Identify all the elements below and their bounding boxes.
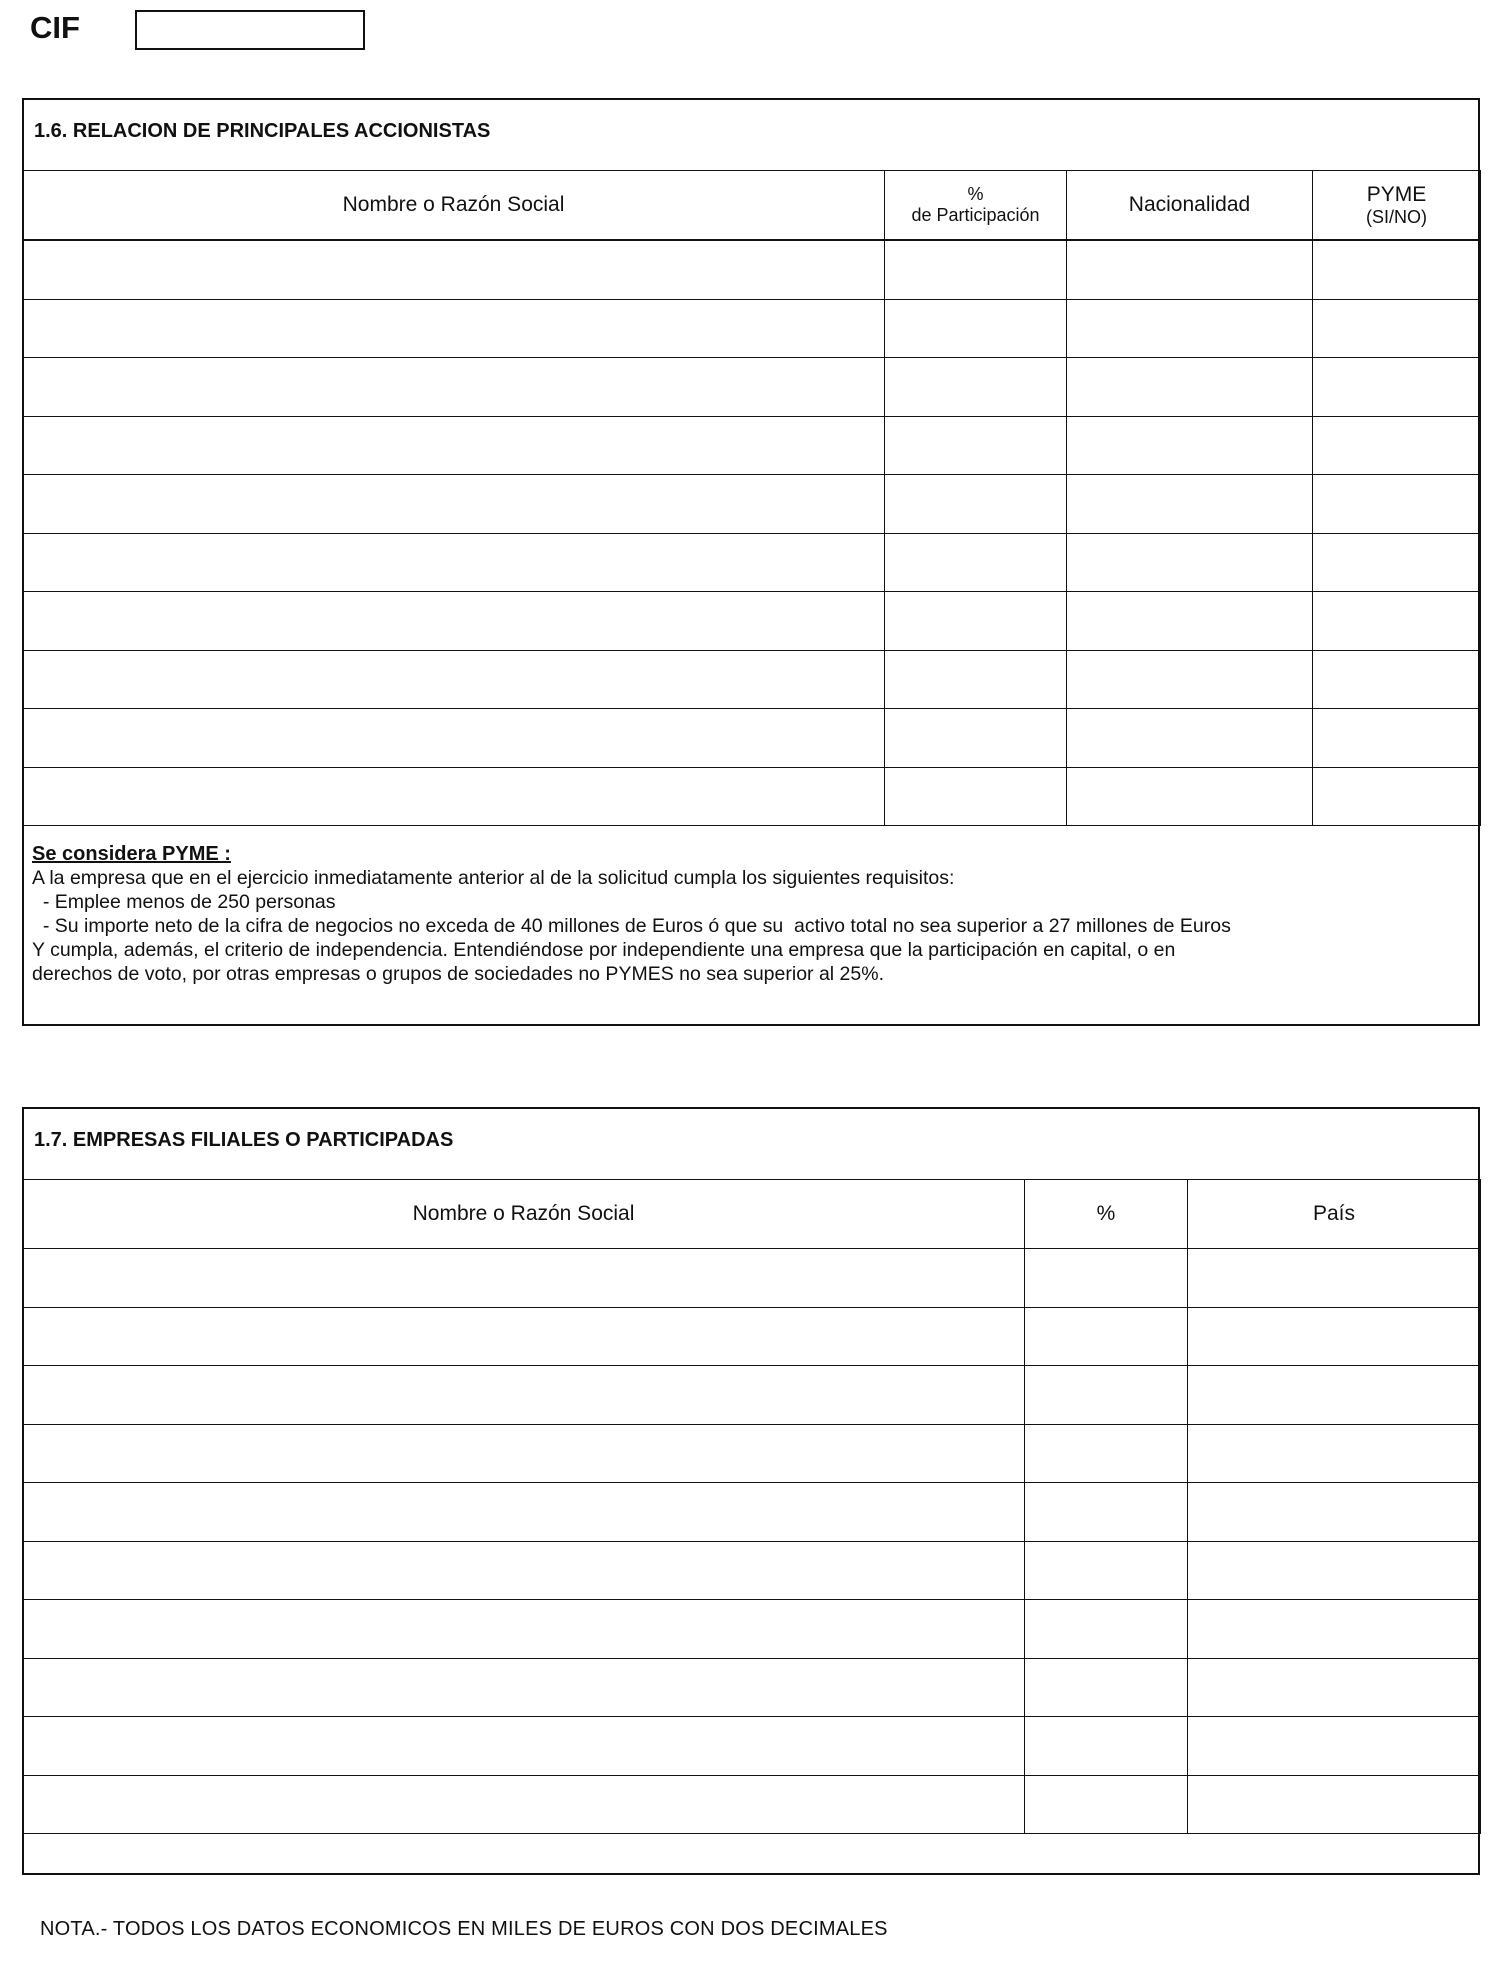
shareholder-row [23,299,1481,358]
shareholder-participation-cell[interactable] [885,240,1067,299]
shareholder-pyme-cell[interactable] [1313,767,1481,826]
subsidiary-percentage-cell[interactable] [1025,1424,1188,1483]
shareholder-row [23,533,1481,592]
shareholder-nationality-cell[interactable] [1067,709,1313,768]
shareholder-nationality-cell[interactable] [1067,358,1313,417]
subsidiary-country-cell[interactable] [1188,1658,1481,1717]
subsidiary-name-cell[interactable] [23,1658,1025,1717]
subsidiary-country-cell[interactable] [1188,1483,1481,1542]
shareholders-section [22,98,1480,1026]
shareholder-row [23,709,1481,768]
subsidiaries-header-row [23,1180,1481,1249]
subsidiary-country-cell[interactable] [1188,1717,1481,1776]
shareholder-name-cell[interactable] [23,767,885,826]
subsidiary-country-cell[interactable] [1188,1600,1481,1659]
shareholder-nationality-cell[interactable] [1067,240,1313,299]
shareholder-participation-cell[interactable] [885,416,1067,475]
shareholder-row [23,416,1481,475]
pyme-definition-heading: Se considera PYME : [32,843,231,865]
shareholder-nationality-cell[interactable] [1067,533,1313,592]
subsidiary-name-cell[interactable] [23,1541,1025,1600]
shareholder-row [23,767,1481,826]
shareholders-table [22,170,1481,826]
subsidiary-name-cell[interactable] [23,1366,1025,1425]
shareholder-participation-cell[interactable] [885,475,1067,534]
column-header-participation: % de Participación [885,171,1067,241]
column-header-percentage: % [1025,1180,1188,1249]
shareholder-name-cell[interactable] [23,358,885,417]
subsidiary-row [23,1483,1481,1542]
subsidiary-row [23,1717,1481,1776]
pyme-definition-line: derechos de voto, por otras empresas o grupos de sociedades no PYMES no sea superior al 25%. [32,963,884,985]
shareholder-nationality-cell[interactable] [1067,416,1313,475]
shareholder-pyme-cell[interactable] [1313,475,1481,534]
column-header-country: País [1188,1180,1481,1249]
subsidiary-row [23,1541,1481,1600]
shareholder-name-cell[interactable] [23,240,885,299]
subsidiary-country-cell[interactable] [1188,1249,1481,1308]
shareholder-name-cell[interactable] [23,650,885,709]
shareholders-header-row [23,171,1481,241]
shareholder-pyme-cell[interactable] [1313,533,1481,592]
shareholder-row [23,475,1481,534]
shareholder-pyme-cell[interactable] [1313,592,1481,651]
subsidiary-row [23,1249,1481,1308]
shareholder-row [23,240,1481,299]
shareholder-nationality-cell[interactable] [1067,767,1313,826]
shareholder-participation-cell[interactable] [885,299,1067,358]
cif-label: CIF [30,10,80,45]
subsidiary-row [23,1600,1481,1659]
footer-note: NOTA.- TODOS LOS DATOS ECONOMICOS EN MILES DE EUROS CON DOS DECIMALES [40,1918,888,1940]
subsidiary-name-cell[interactable] [23,1600,1025,1659]
pyme-definition-line: A la empresa que en el ejercicio inmediatamente anterior al de la solicitud cumpla los siguientes requisitos: [32,867,955,889]
shareholder-row [23,592,1481,651]
shareholder-name-cell[interactable] [23,475,885,534]
subsidiary-percentage-cell[interactable] [1025,1717,1188,1776]
shareholder-pyme-cell[interactable] [1313,650,1481,709]
shareholder-participation-cell[interactable] [885,650,1067,709]
shareholder-participation-cell[interactable] [885,709,1067,768]
subsidiary-row [23,1307,1481,1366]
shareholder-pyme-cell[interactable] [1313,709,1481,768]
subsidiary-country-cell[interactable] [1188,1424,1481,1483]
subsidiary-country-cell[interactable] [1188,1775,1481,1834]
shareholder-name-cell[interactable] [23,709,885,768]
column-header-pyme: PYME (SI/NO) [1313,171,1481,241]
subsidiary-percentage-cell[interactable] [1025,1600,1188,1659]
column-header-name: Nombre o Razón Social [23,1180,1025,1249]
subsidiary-country-cell[interactable] [1188,1307,1481,1366]
subsidiary-name-cell[interactable] [23,1424,1025,1483]
subsidiary-name-cell[interactable] [23,1307,1025,1366]
subsidiaries-section [22,1107,1480,1875]
shareholder-participation-cell[interactable] [885,767,1067,826]
subsidiary-row [23,1775,1481,1834]
cif-input-box[interactable] [135,10,365,50]
subsidiary-percentage-cell[interactable] [1025,1249,1188,1308]
subsidiary-country-cell[interactable] [1188,1366,1481,1425]
column-header-name: Nombre o Razón Social [23,171,885,241]
subsidiary-percentage-cell[interactable] [1025,1775,1188,1834]
subsidiary-percentage-cell[interactable] [1025,1483,1188,1542]
shareholder-pyme-cell[interactable] [1313,299,1481,358]
shareholder-nationality-cell[interactable] [1067,475,1313,534]
pyme-definition-note [32,842,1468,986]
pyme-definition-line: Y cumpla, además, el criterio de independencia. Entendiéndose por independiente una empresa que la participación en capital, o en [32,939,1176,961]
pyme-definition-line: - Su importe neto de la cifra de negocios no exceda de 40 millones de Euros ó que su activo total no sea superior a 27 millones de Euros [32,915,1231,937]
shareholder-pyme-cell[interactable] [1313,416,1481,475]
subsidiary-country-cell[interactable] [1188,1541,1481,1600]
subsidiary-percentage-cell[interactable] [1025,1658,1188,1717]
shareholder-nationality-cell[interactable] [1067,299,1313,358]
shareholder-participation-cell[interactable] [885,533,1067,592]
shareholder-nationality-cell[interactable] [1067,650,1313,709]
subsidiary-name-cell[interactable] [23,1483,1025,1542]
subsidiary-name-cell[interactable] [23,1717,1025,1776]
subsidiary-percentage-cell[interactable] [1025,1366,1188,1425]
shareholder-name-cell[interactable] [23,416,885,475]
subsidiaries-table [22,1179,1481,1834]
subsidiary-row [23,1424,1481,1483]
subsidiary-percentage-cell[interactable] [1025,1307,1188,1366]
shareholder-name-cell[interactable] [23,533,885,592]
shareholder-name-cell[interactable] [23,299,885,358]
subsidiary-row [23,1366,1481,1425]
column-header-nationality: Nacionalidad [1067,171,1313,241]
shareholder-participation-cell[interactable] [885,358,1067,417]
shareholder-pyme-cell[interactable] [1313,240,1481,299]
subsidiary-percentage-cell[interactable] [1025,1541,1188,1600]
shareholder-name-cell[interactable] [23,592,885,651]
subsidiary-name-cell[interactable] [23,1775,1025,1834]
subsidiary-name-cell[interactable] [23,1249,1025,1308]
shareholder-pyme-cell[interactable] [1313,358,1481,417]
subsidiaries-section-title: 1.7. EMPRESAS FILIALES O PARTICIPADAS [34,1129,454,1151]
subsidiary-row [23,1658,1481,1717]
pyme-definition-line: - Emplee menos de 250 personas [32,891,336,913]
shareholder-row [23,358,1481,417]
shareholder-participation-cell[interactable] [885,592,1067,651]
shareholders-section-title: 1.6. RELACION DE PRINCIPALES ACCIONISTAS [34,120,491,142]
shareholder-nationality-cell[interactable] [1067,592,1313,651]
shareholder-row [23,650,1481,709]
